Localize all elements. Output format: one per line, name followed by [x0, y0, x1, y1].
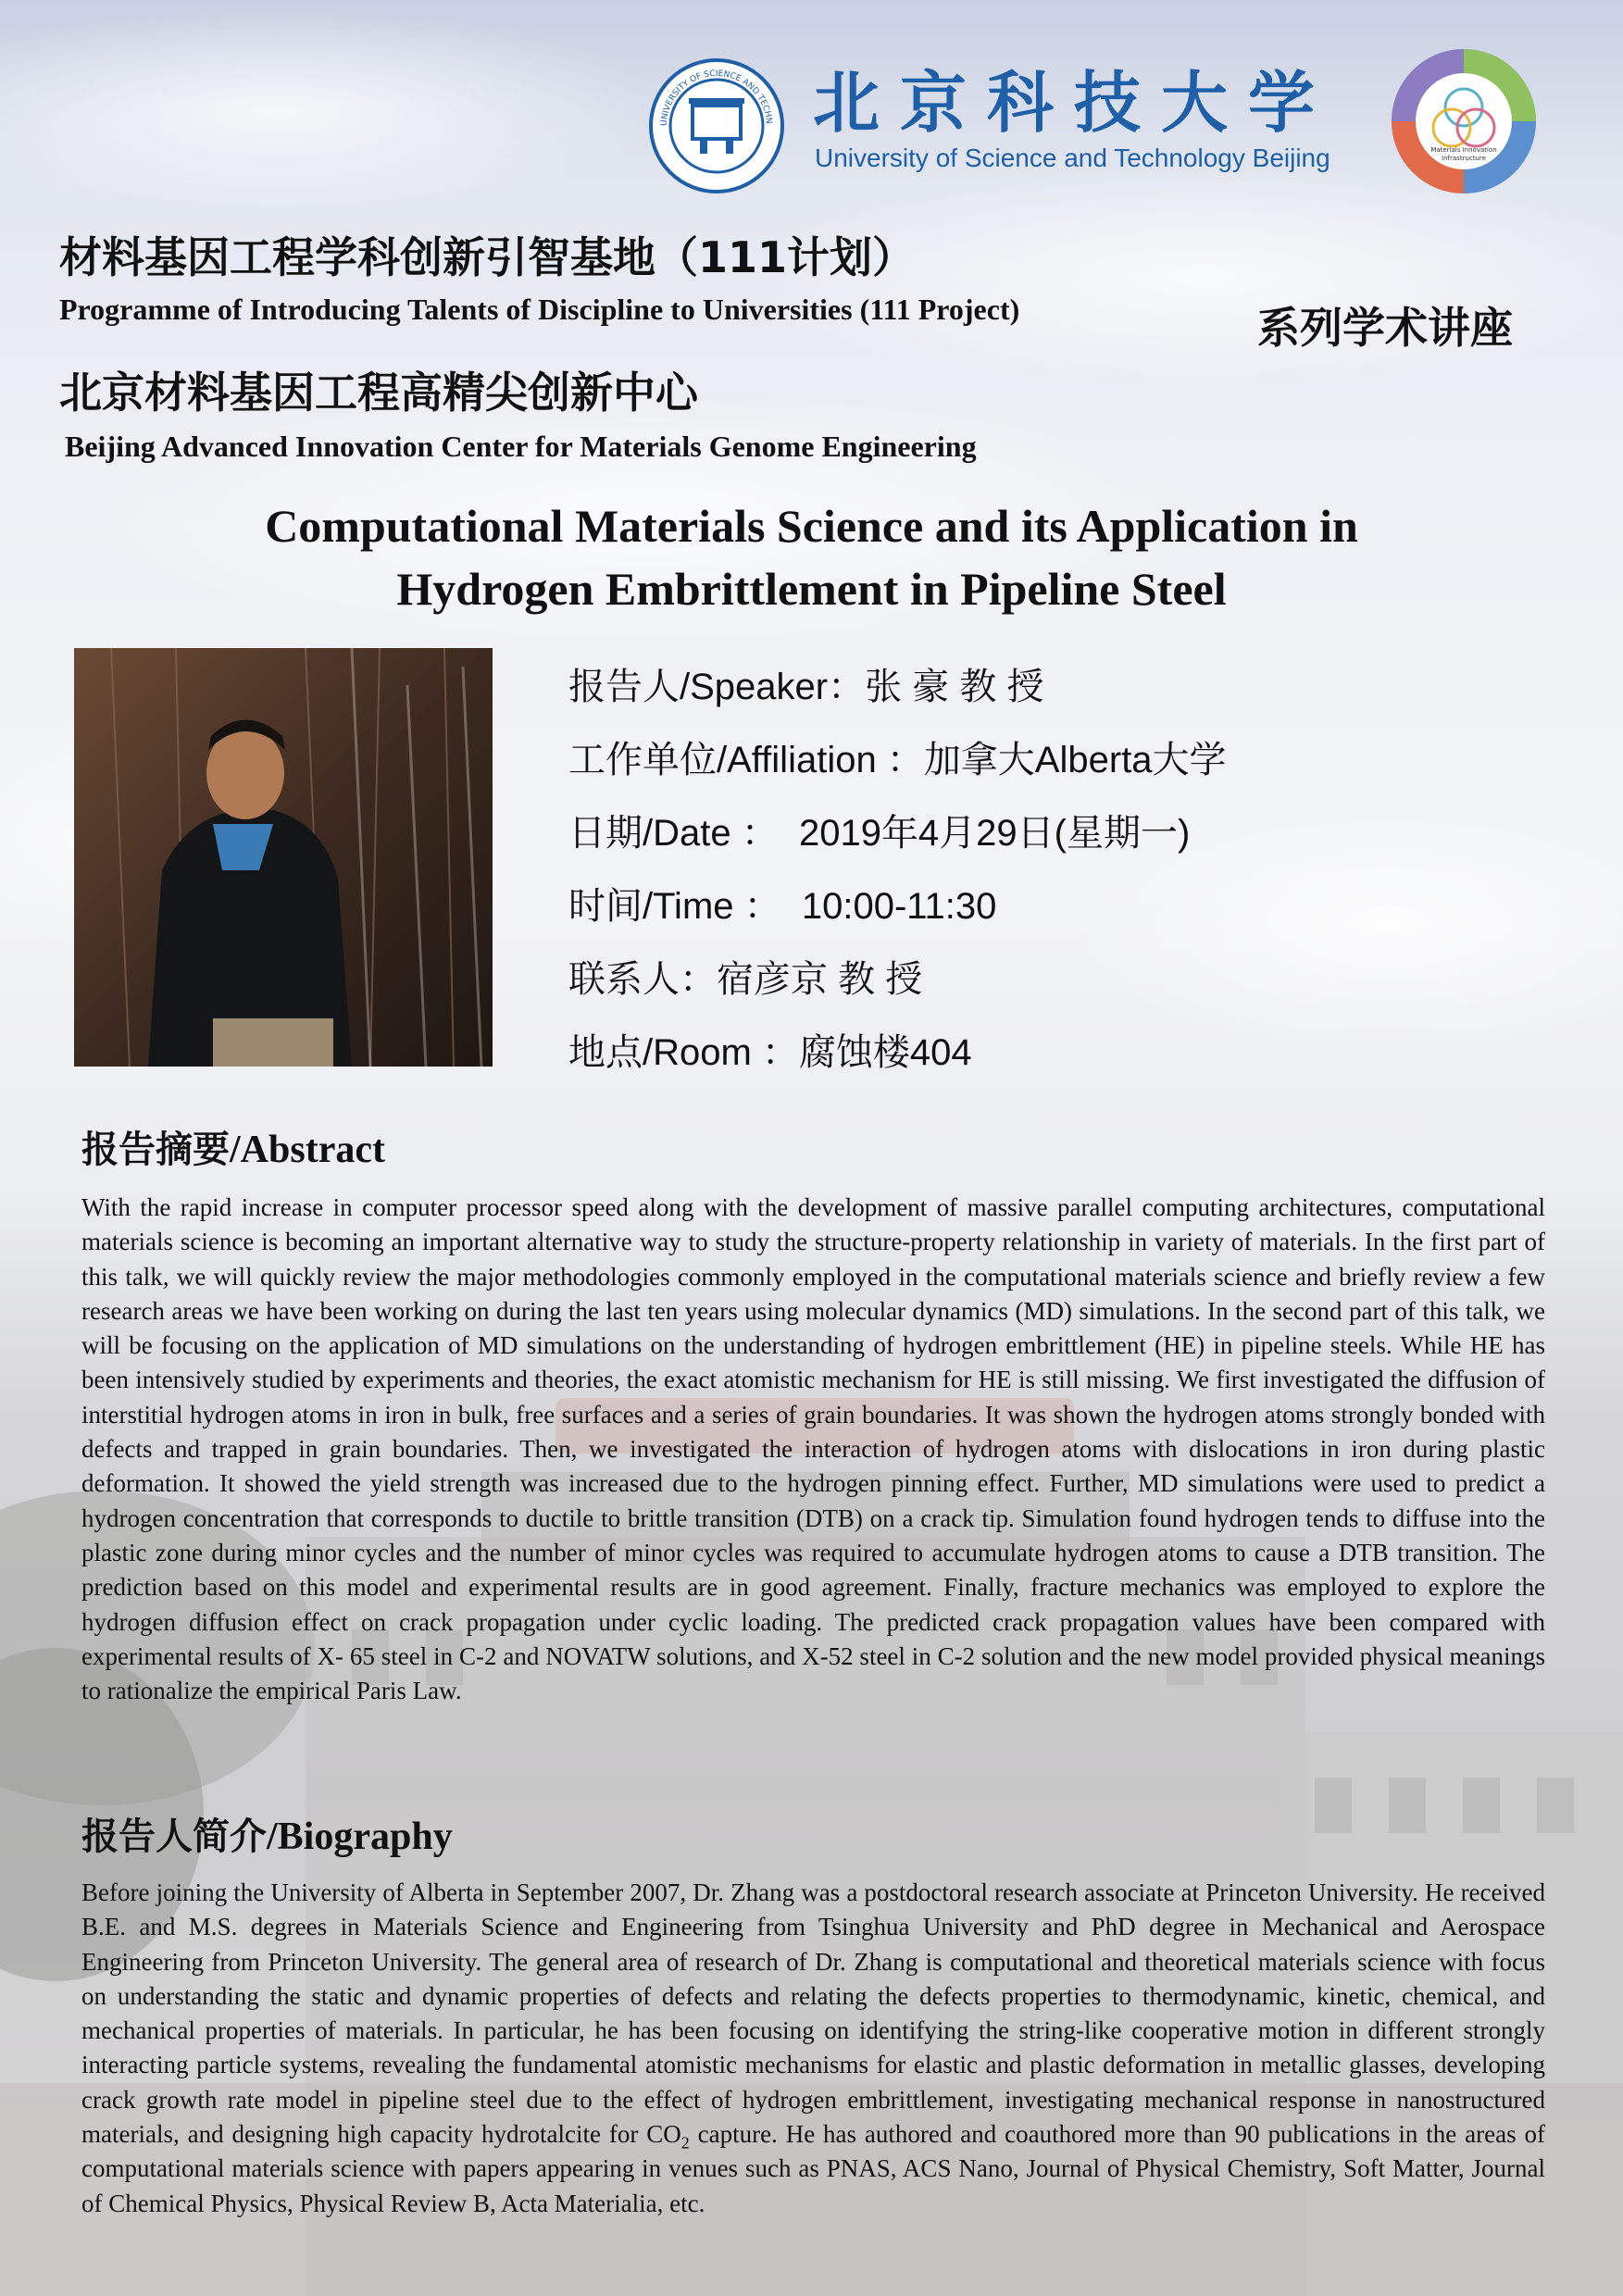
center-title-cn: 北京材料基因工程高精尖创新中心 — [59, 368, 698, 418]
info-value: 腐蚀楼404 — [798, 1032, 972, 1073]
info-value: 宿彦京 教 授 — [717, 959, 923, 1000]
biography-text-end: capture. He has authored and coauthored more than 90 publications in the areas of computational materials science with papers appearing in venues such as PNAS, ACS Nano, Journal of Physical Chemistry, Soft Matter, Journal of Chemical Physics, Physical Review B, Acta Materialia, etc. — [81, 2120, 1545, 2217]
university-name-cn: 北京科技大学 — [813, 63, 1336, 142]
info-contact — [568, 952, 1568, 1025]
center-title-en: Beijing Advanced Innovation Center for Materials Genome Engineering — [65, 430, 977, 463]
info-room — [568, 1025, 1568, 1098]
biography-text — [81, 1876, 1545, 2221]
biography-text-main: Before joining the University of Alberta in September 2007, Dr. Zhang was a postdoctoral research associate at Princeton University. He received B.E. and M.S. degrees in Materials Science and Engineering from Tsinghua University and PhD degree in Mechanical and Aerospace Engineering from Princeton University. The general area of research of Dr. Zhang is computational and theoretical materials science with focus on understanding the static and dynamic properties of defects and relating the defects properties to thermodynamic, kinetic, chemical, and mechanical properties of materials. In particular, he has been focusing on identifying the string-like cooperative motion in different strongly interacting particle systems, revealing the fundamental atomistic mechanisms for elastic and plastic deformation in metallic glasses, developing crack growth rate model in pipeline steel due to the effect of hydrogen embrittlement, investigating mechanical response in nanostructured materials, and designing high capacity hydrotalcite for CO — [81, 1878, 1545, 2149]
info-speaker — [568, 659, 1568, 732]
info-label: 地点/Room ： — [568, 1032, 799, 1073]
co2-subscript: 2 — [680, 2133, 690, 2152]
info-value: 10:00-11:30 — [801, 886, 997, 927]
abstract-heading-en: /Abstract — [230, 1129, 385, 1171]
abstract-text: With the rapid increase in computer processor speed along with the development of massive parallel computing architectures, computational materials science is becoming an important alternative way to study the structure-property relationship in variety of materials. In the first part of this talk, we will quickly review the major methodologies commonly employed in the computational materials science and briefly review a few research areas we have been working on during the last ten years using molecular dynamics (MD) simulations. In the second part of this talk, we will be focusing on the application of MD simulations on the understanding of hydrogen embrittlement (HE) in pipeline steels. While HE has been intensively studied by experiments and theories, the exact atomistic mechanism for HE is still missing. We first investigated the diffusion of interstitial hydrogen atoms in iron in bulk, free surfaces and a series of grain boundaries. It was shown the hydrogen atoms strongly bonded with defects and trapped in grain boundaries. Then, we investigated the interaction of hydrogen atoms with dislocations in iron during plastic deformation. It showed the yield strength was increased due to the hydrogen pinning effect. Further, MD simulations were used to predict a hydrogen concentration that corresponds to ductile to brittle transition (DTB) on a crack tip. Simulation found hydrogen tends to diffuse into the plastic zone during minor cycles and the number of minor cycles was required to accumulate hydrogen atoms to cause a DTB transition. The prediction based on this model and experimental results are in good agreement. Finally, fracture mechanics was employed to explore the hydrogen diffusion effect on crack propagation under cyclic loading. The predicted crack propagation values have been compared with experimental results of X- 65 steel in C-2 and NOVATW solutions, and X-52 steel in C-2 solution and the new model provided physical meanings to rationalize the empirical Paris Law. — [81, 1193, 1545, 1705]
talk-title — [93, 494, 1530, 620]
biography-heading — [81, 1807, 453, 1860]
mgi-label: Materials Innovation Infrastructure — [1430, 146, 1497, 162]
seal-text: UNIVERSITY OF SCIENCE AND TECHN — [659, 69, 774, 127]
info-label: 工作单位/Affiliation ： — [568, 740, 924, 780]
lecture-info — [568, 659, 1568, 1098]
info-date — [568, 805, 1568, 879]
university-seal-logo — [648, 57, 785, 194]
info-value: 2019年4月29日(星期一) — [798, 813, 1191, 854]
info-label: 时间/Time ： — [568, 886, 802, 927]
info-time — [568, 879, 1568, 952]
program-title-en: Programme of Introducing Talents of Discipline to Universities (111 Project) — [59, 293, 1020, 326]
materials-innovation-logo — [1389, 46, 1539, 196]
biography-heading-cn: 报告人简介 — [81, 1816, 267, 1858]
speaker-photo — [74, 648, 493, 1067]
university-name-en: University of Science and Technology Beijing — [815, 144, 1330, 172]
info-value: 张 豪 教 授 — [865, 667, 1044, 707]
info-label: 联系人： — [568, 959, 717, 1000]
biography-heading-en: /Biography — [267, 1816, 453, 1858]
lecture-series-label: 系列学术讲座 — [1257, 303, 1513, 353]
abstract-heading-cn: 报告摘要 — [81, 1129, 230, 1171]
program-title-cn: 材料基因工程学科创新引智基地（111计划） — [59, 232, 916, 282]
info-value: 加拿大Alberta大学 — [923, 740, 1227, 780]
info-label: 日期/Date ： — [568, 813, 799, 854]
talk-title-line-2: Hydrogen Embrittlement in Pipeline Steel — [396, 563, 1227, 615]
info-label: 报告人/Speaker： — [568, 667, 866, 707]
abstract-heading — [81, 1120, 385, 1173]
info-affiliation — [568, 732, 1568, 805]
talk-title-line-1: Computational Materials Science and its Application in — [265, 500, 1358, 552]
